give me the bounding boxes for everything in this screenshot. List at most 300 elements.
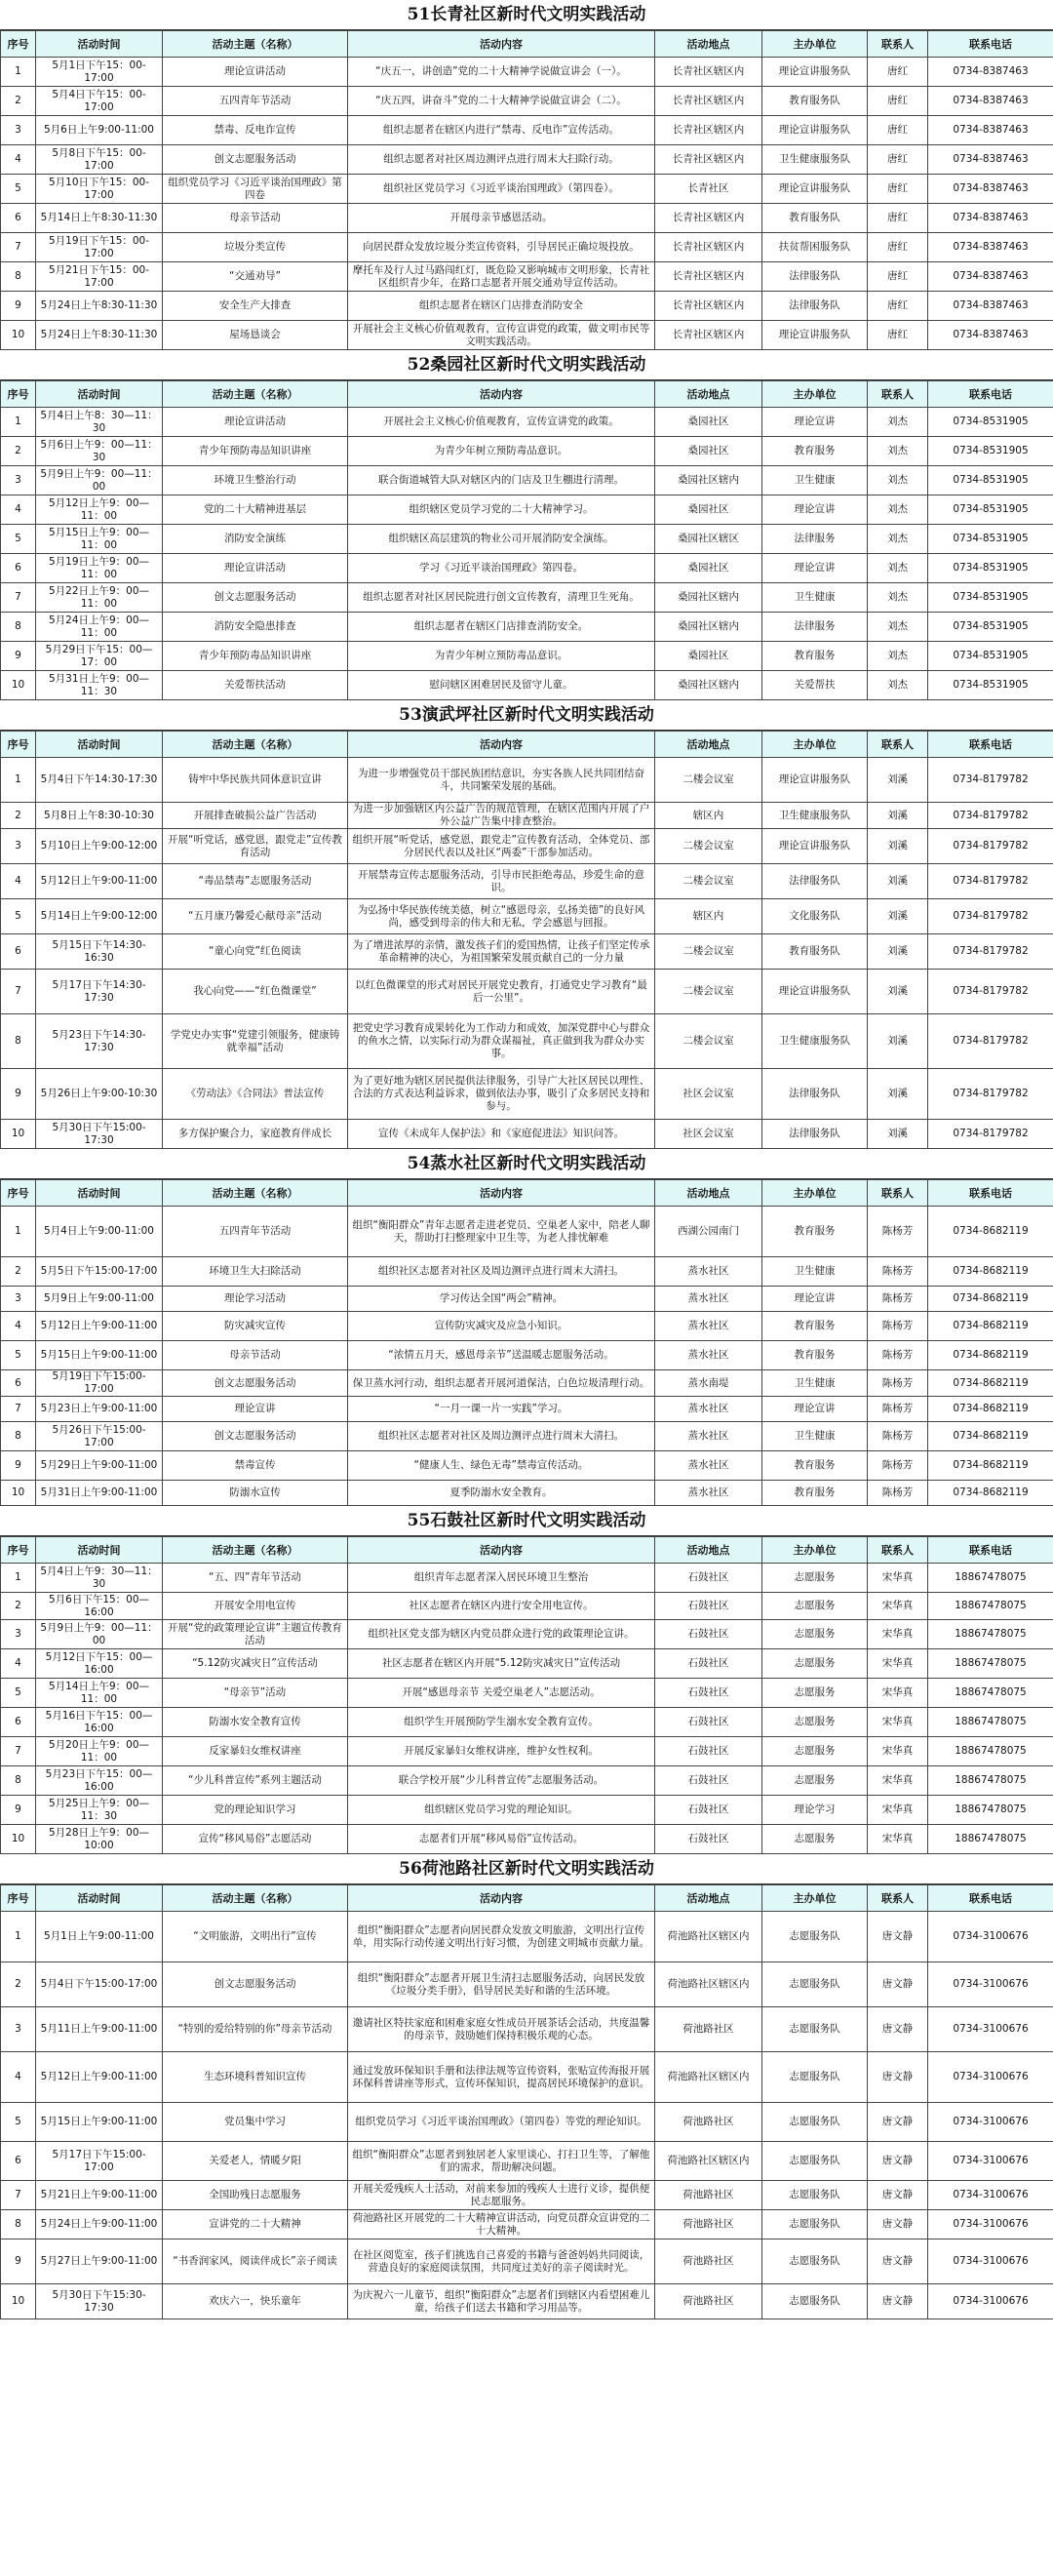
organizer: 教育服务队 <box>762 87 868 116</box>
organizer: 文化服务队 <box>762 899 868 934</box>
table-row <box>1 1451 1053 1481</box>
row-index: 3 <box>1 116 36 145</box>
activity-theme: “五、四”青年节活动 <box>163 1564 348 1593</box>
activity-time: 5月4日上午9：30—11：30 <box>36 1564 163 1593</box>
activity-content: 组织“衡阳群众”青年志愿者走进老党员、空巢老人家中，陪老人聊天，帮助打扫整理家中卫生等，为老人排忧解难 <box>348 1207 655 1257</box>
activity-location: 蒸水社区 <box>655 1422 762 1451</box>
activity-theme: 创文志愿服务活动 <box>163 1962 348 2007</box>
contact-phone: 0734-8179782 <box>928 758 1053 803</box>
activity-location: 长青社区辖区内 <box>655 87 762 116</box>
contact-person: 刘杰 <box>868 495 928 525</box>
row-index: 2 <box>1 803 36 829</box>
organizer: 志愿服务 <box>762 1708 868 1737</box>
activity-theme: 开展“党的政策理论宣讲”主题宣传教育活动 <box>163 1620 348 1649</box>
contact-person: 唐文静 <box>868 2210 928 2239</box>
activity-time: 5月23日上午9:00-11:00 <box>36 1397 163 1422</box>
table-row <box>1 1962 1053 2007</box>
activity-time: 5月8日上午8:30-10:30 <box>36 803 163 829</box>
contact-person: 唐文静 <box>868 2007 928 2052</box>
activity-location: 长青社区辖区内 <box>655 204 762 233</box>
row-index: 2 <box>1 1257 36 1287</box>
contact-person: 刘溪 <box>868 934 928 970</box>
section-title: 54蒸水社区新时代文明实践活动 <box>0 1149 1053 1179</box>
row-index: 6 <box>1 934 36 970</box>
activity-location: 蒸水社区 <box>655 1287 762 1312</box>
contact-phone: 18867478075 <box>928 1708 1053 1737</box>
contact-phone: 0734-8531905 <box>928 671 1053 700</box>
activity-content: “庆五一，讲创造”党的二十大精神学说做宣讲会（一）。 <box>348 58 655 87</box>
activity-table <box>0 1179 1053 1506</box>
row-index: 2 <box>1 1962 36 2007</box>
contact-person: 唐文静 <box>868 2181 928 2210</box>
activity-theme: 宣讲党的二十大精神 <box>163 2210 348 2239</box>
column-header: 活动地点 <box>655 1885 762 1912</box>
activity-time: 5月16日下午15：00—16:00 <box>36 1708 163 1737</box>
activity-location: 蒸水社区 <box>655 1481 762 1506</box>
activity-theme: “母亲节”活动 <box>163 1679 348 1708</box>
contact-phone: 0734-3100676 <box>928 2210 1053 2239</box>
activity-content: 组织“衡阳群众”志愿者向居民群众发放文明旅游，文明出行宣传单，用实际行动传递文明出行好习惯，为创建文明城市贡献力量。 <box>348 1912 655 1962</box>
activity-time: 5月6日上午9:00-11:00 <box>36 116 163 145</box>
row-index: 7 <box>1 2181 36 2210</box>
activity-content: 志愿者们开展“移风易俗”宣传活动。 <box>348 1825 655 1854</box>
organizer: 理论宣讲服务队 <box>762 758 868 803</box>
organizer: 理论宣讲服务队 <box>762 829 868 864</box>
activity-theme: 学党史办实事“党建引领服务，健康铸就幸福”活动 <box>163 1014 348 1069</box>
contact-phone: 0734-8682119 <box>928 1312 1053 1341</box>
contact-phone: 18867478075 <box>928 1649 1053 1679</box>
activity-theme: “毒品禁毒”志愿服务活动 <box>163 864 348 899</box>
row-index: 3 <box>1 829 36 864</box>
row-index: 5 <box>1 1341 36 1370</box>
activity-location: 荷池路社区辖区内 <box>655 2142 762 2181</box>
table-row <box>1 437 1053 466</box>
contact-person: 宋华真 <box>868 1649 928 1679</box>
contact-phone: 18867478075 <box>928 1737 1053 1766</box>
organizer: 法律服务 <box>762 613 868 642</box>
section-title: 53演武坪社区新时代文明实践活动 <box>0 700 1053 731</box>
activity-theme: 环境卫生大扫除活动 <box>163 1257 348 1287</box>
contact-phone: 0734-8179782 <box>928 1014 1053 1069</box>
table-row <box>1 1341 1053 1370</box>
contact-person: 刘杰 <box>868 525 928 554</box>
organizer: 理论宣讲服务队 <box>762 321 868 350</box>
column-header: 联系人 <box>868 31 928 58</box>
section-2 <box>0 350 1053 700</box>
contact-phone: 0734-8682119 <box>928 1422 1053 1451</box>
table-row <box>1 145 1053 175</box>
activity-location: 长青社区 <box>655 175 762 204</box>
activity-location: 荷池路社区辖区内 <box>655 1962 762 2007</box>
activity-location: 桑园社区辖内 <box>655 671 762 700</box>
activity-location: 桑园社区辖区 <box>655 525 762 554</box>
activity-theme: 禁毒宣传 <box>163 1451 348 1481</box>
activity-location: 荷池路社区 <box>655 2284 762 2319</box>
organizer: 志愿服务队 <box>762 2239 868 2284</box>
contact-person: 唐文静 <box>868 2239 928 2284</box>
row-index: 4 <box>1 495 36 525</box>
contact-person: 宋华真 <box>868 1593 928 1620</box>
row-index: 7 <box>1 233 36 262</box>
contact-phone: 18867478075 <box>928 1593 1053 1620</box>
activity-theme: 多方保护聚合力，家庭教育伴成长 <box>163 1120 348 1149</box>
column-header: 活动地点 <box>655 732 762 758</box>
activity-location: 荷池路社区 <box>655 2103 762 2142</box>
column-header: 序号 <box>1 1885 36 1912</box>
row-index: 3 <box>1 466 36 495</box>
activity-theme: “特别的爱给特别的你”母亲节活动 <box>163 2007 348 2052</box>
header-row <box>1 1180 1053 1207</box>
organizer: 理论宣讲服务队 <box>762 970 868 1014</box>
table-row <box>1 970 1053 1014</box>
row-index: 9 <box>1 642 36 671</box>
activity-time: 5月26日上午9:00-10:30 <box>36 1069 163 1120</box>
table-row <box>1 1737 1053 1766</box>
activity-time: 5月12日上午9:00-11:00 <box>36 864 163 899</box>
table-row <box>1 292 1053 321</box>
activity-location: 二楼会议室 <box>655 934 762 970</box>
activity-time: 5月9日上午9：00—11：00 <box>36 466 163 495</box>
activity-location: 石鼓社区 <box>655 1564 762 1593</box>
column-header: 主办单位 <box>762 1537 868 1564</box>
activity-theme: 铸牢中华民族共同体意识宣讲 <box>163 758 348 803</box>
column-header: 联系人 <box>868 1537 928 1564</box>
contact-phone: 0734-8179782 <box>928 1069 1053 1120</box>
activity-location: 石鼓社区 <box>655 1593 762 1620</box>
contact-person: 宋华真 <box>868 1564 928 1593</box>
contact-person: 刘杰 <box>868 671 928 700</box>
column-header: 主办单位 <box>762 1885 868 1912</box>
organizer: 志愿服务队 <box>762 2052 868 2103</box>
activity-theme: 母亲节活动 <box>163 204 348 233</box>
column-header: 活动主题（名称） <box>163 381 348 408</box>
organizer: 理论宣讲 <box>762 495 868 525</box>
contact-person: 陈杨芳 <box>868 1481 928 1506</box>
contact-phone: 0734-8387463 <box>928 58 1053 87</box>
row-index: 10 <box>1 671 36 700</box>
column-header: 活动时间 <box>36 1537 163 1564</box>
contact-phone: 0734-3100676 <box>928 2142 1053 2181</box>
column-header: 活动时间 <box>36 381 163 408</box>
activity-time: 5月19日上午9：00—11：00 <box>36 554 163 583</box>
activity-content: 组织辖区高层建筑的物业公司开展消防安全演练。 <box>348 525 655 554</box>
organizer: 法律服务队 <box>762 1120 868 1149</box>
table-row <box>1 87 1053 116</box>
organizer: 志愿服务 <box>762 1593 868 1620</box>
section-3 <box>0 700 1053 1149</box>
table-row <box>1 466 1053 495</box>
activity-location: 辖区内 <box>655 803 762 829</box>
activity-content: 组织青年志愿者深入居民环境卫生整治 <box>348 1564 655 1593</box>
activity-content: 开展社会主义核心价值观教育，宣传宣讲党的政策。 <box>348 408 655 437</box>
table-row <box>1 233 1053 262</box>
contact-person: 唐红 <box>868 175 928 204</box>
activity-time: 5月24日上午8:30-11:30 <box>36 321 163 350</box>
activity-location: 蒸水社区 <box>655 1312 762 1341</box>
activity-theme: 创文志愿服务活动 <box>163 583 348 613</box>
contact-person: 刘杰 <box>868 613 928 642</box>
row-index: 1 <box>1 1207 36 1257</box>
contact-person: 宋华真 <box>868 1620 928 1649</box>
table-row <box>1 554 1053 583</box>
contact-person: 唐文静 <box>868 2052 928 2103</box>
contact-person: 陈杨芳 <box>868 1397 928 1422</box>
activity-location: 蒸水社区 <box>655 1341 762 1370</box>
contact-person: 唐红 <box>868 145 928 175</box>
organizer: 卫生健康服务队 <box>762 1014 868 1069</box>
activity-theme: 创文志愿服务活动 <box>163 1370 348 1397</box>
activity-location: 二楼会议室 <box>655 970 762 1014</box>
activity-content: 社区志愿者在辖区内进行安全用电宣传。 <box>348 1593 655 1620</box>
contact-phone: 0734-8387463 <box>928 145 1053 175</box>
row-index: 10 <box>1 1481 36 1506</box>
organizer: 卫生健康 <box>762 583 868 613</box>
column-header: 活动主题（名称） <box>163 1180 348 1207</box>
organizer: 卫生健康 <box>762 1422 868 1451</box>
table-row <box>1 1481 1053 1506</box>
contact-phone: 0734-8531905 <box>928 554 1053 583</box>
activity-content: 组织社区党支部为辖区内党员群众进行党的政策理论宣讲。 <box>348 1620 655 1649</box>
row-index: 6 <box>1 2142 36 2181</box>
activity-time: 5月12日上午9:00-11:00 <box>36 2052 163 2103</box>
activity-content: 组织志愿者在辖区内进行“禁毒、反电诈”宣传活动。 <box>348 116 655 145</box>
activity-theme: 关爱帮扶活动 <box>163 671 348 700</box>
row-index: 9 <box>1 2239 36 2284</box>
header-row <box>1 1885 1053 1912</box>
activity-theme: 五四青年节活动 <box>163 87 348 116</box>
contact-phone: 18867478075 <box>928 1766 1053 1796</box>
activity-theme: 五四青年节活动 <box>163 1207 348 1257</box>
activity-theme: 党员集中学习 <box>163 2103 348 2142</box>
activity-content: “健康人生、绿色无毒”禁毒宣传活动。 <box>348 1451 655 1481</box>
organizer: 法律服务队 <box>762 864 868 899</box>
activity-content: 为了增进浓厚的亲情，激发孩子们的爱国热情，让孩子们坚定传承革命精神的决心，为祖国繁荣发展贡献自己的一分力量 <box>348 934 655 970</box>
section-4 <box>0 1149 1053 1506</box>
activity-theme: 我心向党——“红色微课堂” <box>163 970 348 1014</box>
row-index: 7 <box>1 1397 36 1422</box>
activity-content: “庆五四，讲奋斗”党的二十大精神学说做宣讲会（二）。 <box>348 87 655 116</box>
contact-phone: 0734-8531905 <box>928 408 1053 437</box>
organizer: 理论宣讲服务队 <box>762 175 868 204</box>
column-header: 活动时间 <box>36 31 163 58</box>
contact-phone: 0734-3100676 <box>928 1962 1053 2007</box>
row-index: 8 <box>1 1014 36 1069</box>
organizer: 教育服务 <box>762 1341 868 1370</box>
contact-person: 唐文静 <box>868 1962 928 2007</box>
organizer: 扶贫帮困服务队 <box>762 233 868 262</box>
contact-person: 唐红 <box>868 233 928 262</box>
activity-theme: “文明旅游，文明出行”宣传 <box>163 1912 348 1962</box>
organizer: 理论宣讲服务队 <box>762 58 868 87</box>
table-row <box>1 1649 1053 1679</box>
contact-phone: 0734-8179782 <box>928 934 1053 970</box>
table-row <box>1 525 1053 554</box>
activity-content: 为庆祝六一儿童节，组织“衡阳群众”志愿者们到辖区内看望困难儿童，给孩子们送去书籍和学习用品等。 <box>348 2284 655 2319</box>
activity-theme: “5.12防灾减灾日”宣传活动 <box>163 1649 348 1679</box>
organizer: 卫生健康 <box>762 1370 868 1397</box>
contact-person: 唐文静 <box>868 2142 928 2181</box>
activity-content: 开展“感恩母亲节 关爱空巢老人”志愿活动。 <box>348 1679 655 1708</box>
column-header: 联系人 <box>868 1180 928 1207</box>
organizer: 志愿服务队 <box>762 2210 868 2239</box>
table-row <box>1 1912 1053 1962</box>
column-header: 活动内容 <box>348 31 655 58</box>
activity-location: 石鼓社区 <box>655 1825 762 1854</box>
activity-time: 5月10日上午9:00-12:00 <box>36 829 163 864</box>
activity-time: 5月6日上午9：00—11：30 <box>36 437 163 466</box>
activity-time: 5月27日上午9:00-11:00 <box>36 2239 163 2284</box>
activity-content: 保卫蒸水河行动，组织志愿者开展河道保洁，白色垃圾清理行动。 <box>348 1370 655 1397</box>
organizer: 志愿服务队 <box>762 1962 868 2007</box>
row-index: 2 <box>1 87 36 116</box>
contact-phone: 0734-8179782 <box>928 970 1053 1014</box>
contact-person: 刘杰 <box>868 408 928 437</box>
contact-phone: 18867478075 <box>928 1825 1053 1854</box>
activity-theme: 防溺水安全教育宣传 <box>163 1708 348 1737</box>
table-row <box>1 642 1053 671</box>
activity-content: 慰问辖区困难居民及留守儿童。 <box>348 671 655 700</box>
contact-person: 刘溪 <box>868 829 928 864</box>
contact-person: 宋华真 <box>868 1708 928 1737</box>
activity-theme: “童心向党”红色阅读 <box>163 934 348 970</box>
section-6 <box>0 1854 1053 2319</box>
contact-phone: 0734-3100676 <box>928 2007 1053 2052</box>
activity-location: 西湖公园南门 <box>655 1207 762 1257</box>
table-row <box>1 758 1053 803</box>
contact-phone: 0734-3100676 <box>928 2181 1053 2210</box>
activity-content: 组织志愿者在辖区门店排查消防安全 <box>348 292 655 321</box>
activity-theme: 青少年预防毒品知识讲座 <box>163 437 348 466</box>
row-index: 9 <box>1 1796 36 1825</box>
activity-location: 长青社区辖区内 <box>655 116 762 145</box>
activity-theme: 青少年预防毒品知识讲座 <box>163 642 348 671</box>
organizer: 志愿服务 <box>762 1564 868 1593</box>
contact-person: 刘溪 <box>868 864 928 899</box>
header-row <box>1 381 1053 408</box>
column-header: 活动地点 <box>655 381 762 408</box>
row-index: 9 <box>1 1069 36 1120</box>
column-header: 活动内容 <box>348 1885 655 1912</box>
activity-location: 二楼会议室 <box>655 829 762 864</box>
activity-time: 5月14日上午9：00—11：00 <box>36 1679 163 1708</box>
organizer: 卫生健康服务队 <box>762 145 868 175</box>
table-row <box>1 613 1053 642</box>
activity-theme: 党的理论知识学习 <box>163 1796 348 1825</box>
contact-person: 陈杨芳 <box>868 1370 928 1397</box>
contact-person: 宋华真 <box>868 1737 928 1766</box>
activity-content: 学习《习近平谈治国理政》第四卷。 <box>348 554 655 583</box>
activity-time: 5月19日下午15：00-17:00 <box>36 233 163 262</box>
row-index: 10 <box>1 1825 36 1854</box>
row-index: 2 <box>1 1593 36 1620</box>
activity-time: 5月30日下午15:00-17:30 <box>36 1120 163 1149</box>
table-row <box>1 829 1053 864</box>
table-row <box>1 1422 1053 1451</box>
activity-theme: “交通劝导” <box>163 262 348 292</box>
activity-location: 蒸水社区 <box>655 1451 762 1481</box>
activity-theme: 《劳动法》《合同法》普法宣传 <box>163 1069 348 1120</box>
column-header: 联系电话 <box>928 1180 1053 1207</box>
activity-time: 5月1日下午15：00-17:00 <box>36 58 163 87</box>
contact-person: 刘溪 <box>868 758 928 803</box>
activity-time: 5月15日上午9:00-11:00 <box>36 2103 163 2142</box>
activity-location: 石鼓社区 <box>655 1737 762 1766</box>
activity-theme: 屋场恳谈会 <box>163 321 348 350</box>
row-index: 8 <box>1 2210 36 2239</box>
activity-location: 二楼会议室 <box>655 758 762 803</box>
organizer: 志愿服务 <box>762 1620 868 1649</box>
row-index: 5 <box>1 175 36 204</box>
activity-content: 组织志愿者在辖区门店排查消防安全。 <box>348 613 655 642</box>
table-row <box>1 671 1053 700</box>
organizer: 关爱帮扶 <box>762 671 868 700</box>
row-index: 1 <box>1 1564 36 1593</box>
table-row <box>1 2052 1053 2103</box>
activity-time: 5月31日上午9:00-11:00 <box>36 1481 163 1506</box>
contact-person: 刘溪 <box>868 803 928 829</box>
activity-time: 5月31日上午9：00—11：30 <box>36 671 163 700</box>
contact-person: 刘溪 <box>868 899 928 934</box>
activity-content: 组织社区党员学习《习近平谈治国理政》（第四卷）。 <box>348 175 655 204</box>
contact-phone: 0734-8682119 <box>928 1341 1053 1370</box>
contact-phone: 0734-8682119 <box>928 1287 1053 1312</box>
activity-content: “浓情五月天，感恩母亲节”送温暖志愿服务活动。 <box>348 1341 655 1370</box>
contact-phone: 0734-3100676 <box>928 1912 1053 1962</box>
table-row <box>1 175 1053 204</box>
row-index: 8 <box>1 1766 36 1796</box>
column-header: 序号 <box>1 1537 36 1564</box>
activity-content: 为了更好地为辖区居民提供法律服务，引导广大社区居民以理性、合法的方式表达利益诉求，做到依法办事，吸引了众多居民支持和参与。 <box>348 1069 655 1120</box>
section-title: 55石鼓社区新时代文明实践活动 <box>0 1506 1053 1536</box>
contact-person: 陈杨芳 <box>868 1341 928 1370</box>
row-index: 1 <box>1 758 36 803</box>
activity-time: 5月12日下午15：00—16:00 <box>36 1649 163 1679</box>
activity-location: 桑园社区 <box>655 495 762 525</box>
row-index: 4 <box>1 864 36 899</box>
activity-time: 5月15日下午14:30-16:30 <box>36 934 163 970</box>
column-header: 序号 <box>1 381 36 408</box>
activity-content: 为进一步增强党员干部民族团结意识，夯实各族人民共同团结奋斗，共同繁荣发展的基础。 <box>348 758 655 803</box>
activity-time: 5月19日下午15:00-17:00 <box>36 1370 163 1397</box>
column-header: 活动内容 <box>348 1537 655 1564</box>
activity-location: 长青社区辖区内 <box>655 58 762 87</box>
column-header: 活动主题（名称） <box>163 1885 348 1912</box>
activity-table <box>0 30 1053 350</box>
activity-time: 5月9日上午9：00—11：00 <box>36 1620 163 1649</box>
contact-person: 刘溪 <box>868 1014 928 1069</box>
contact-phone: 0734-8531905 <box>928 466 1053 495</box>
activity-table <box>0 380 1053 700</box>
column-header: 活动地点 <box>655 1537 762 1564</box>
activity-location: 桑园社区辖内 <box>655 613 762 642</box>
activity-content: 荷池路社区开展党的二十大精神宣讲活动，向党员群众宣讲党的二十大精神。 <box>348 2210 655 2239</box>
contact-person: 宋华真 <box>868 1796 928 1825</box>
organizer: 志愿服务 <box>762 1825 868 1854</box>
column-header: 活动时间 <box>36 1180 163 1207</box>
activity-content: 社区志愿者在辖区内开展“5.12防灾减灾日”宣传活动 <box>348 1649 655 1679</box>
activity-location: 荷池路社区辖区内 <box>655 1912 762 1962</box>
contact-phone: 18867478075 <box>928 1796 1053 1825</box>
row-index: 4 <box>1 1649 36 1679</box>
activity-time: 5月15日上午9：00—11：00 <box>36 525 163 554</box>
organizer: 理论学习 <box>762 1796 868 1825</box>
header-row <box>1 732 1053 758</box>
row-index: 6 <box>1 204 36 233</box>
table-row <box>1 204 1053 233</box>
row-index: 5 <box>1 2103 36 2142</box>
organizer: 教育服务 <box>762 1481 868 1506</box>
contact-person: 唐文静 <box>868 2284 928 2319</box>
